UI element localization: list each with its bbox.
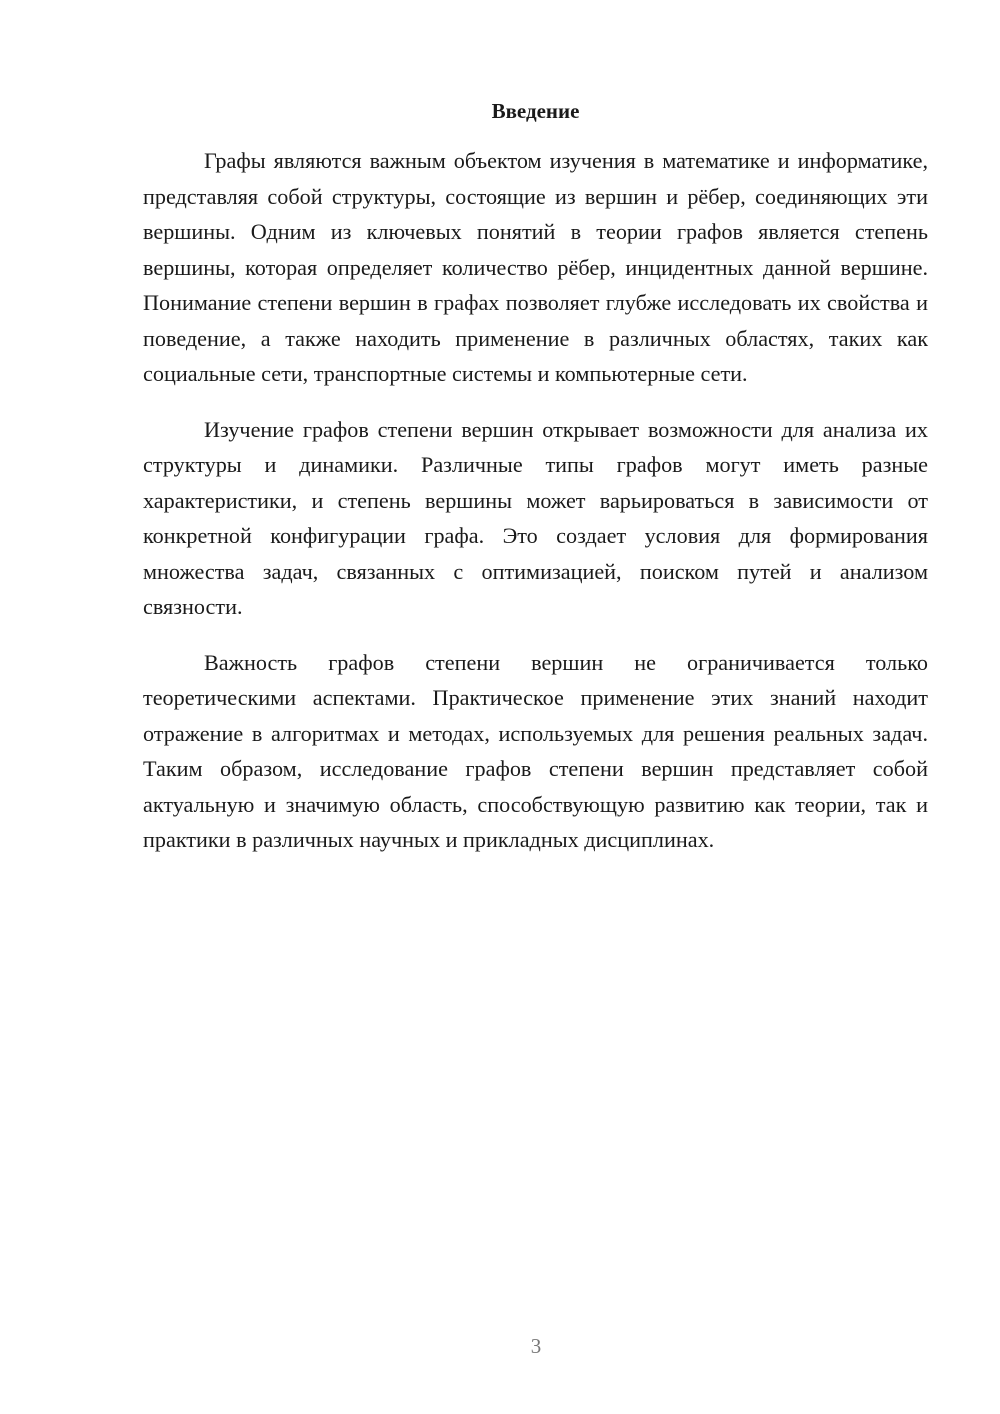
paragraph-3: Важность графов степени вершин не ограничивается только теоретическими аспектами. Практическое применение этих знаний находит отражение в алгоритмах и методах, используемых для решения реальных задач. Таким образом, исследование графов степени вершин представляет собой актуальную и значимую область, способствующую развитию как теории, так и практики в различных научных и прикладных дисциплинах. xyxy=(143,649,928,852)
paragraph-2: Изучение графов степени вершин открывает возможности для анализа их структуры и динамики. Различные типы графов могут иметь разные характеристики, и степень вершины может варьироваться в зависимости от конкретной конфигурации графа. Это создает условия для формирования множества задач, связанных с оптимизацией, поиском путей и анализом связности. xyxy=(143,416,928,619)
section-heading: Введение xyxy=(491,99,580,123)
body-text xyxy=(143,143,928,878)
paragraph-1: Графы являются важным объектом изучения в математике и информатике, представляя собой структуры, состоящие из вершин и рёбер, соединяющих эти вершины. Одним из ключевых понятий в теории графов является степень вершины, которая определяет количество рёбер, инцидентных данной вершине. Понимание степени вершин в графах позволяет глубже исследовать их свойства и поведение, а также находить применение в различных областях, таких как социальные сети, транспортные системы и компьютерные сети. xyxy=(143,148,928,386)
page-number: 3 xyxy=(530,1334,542,1358)
